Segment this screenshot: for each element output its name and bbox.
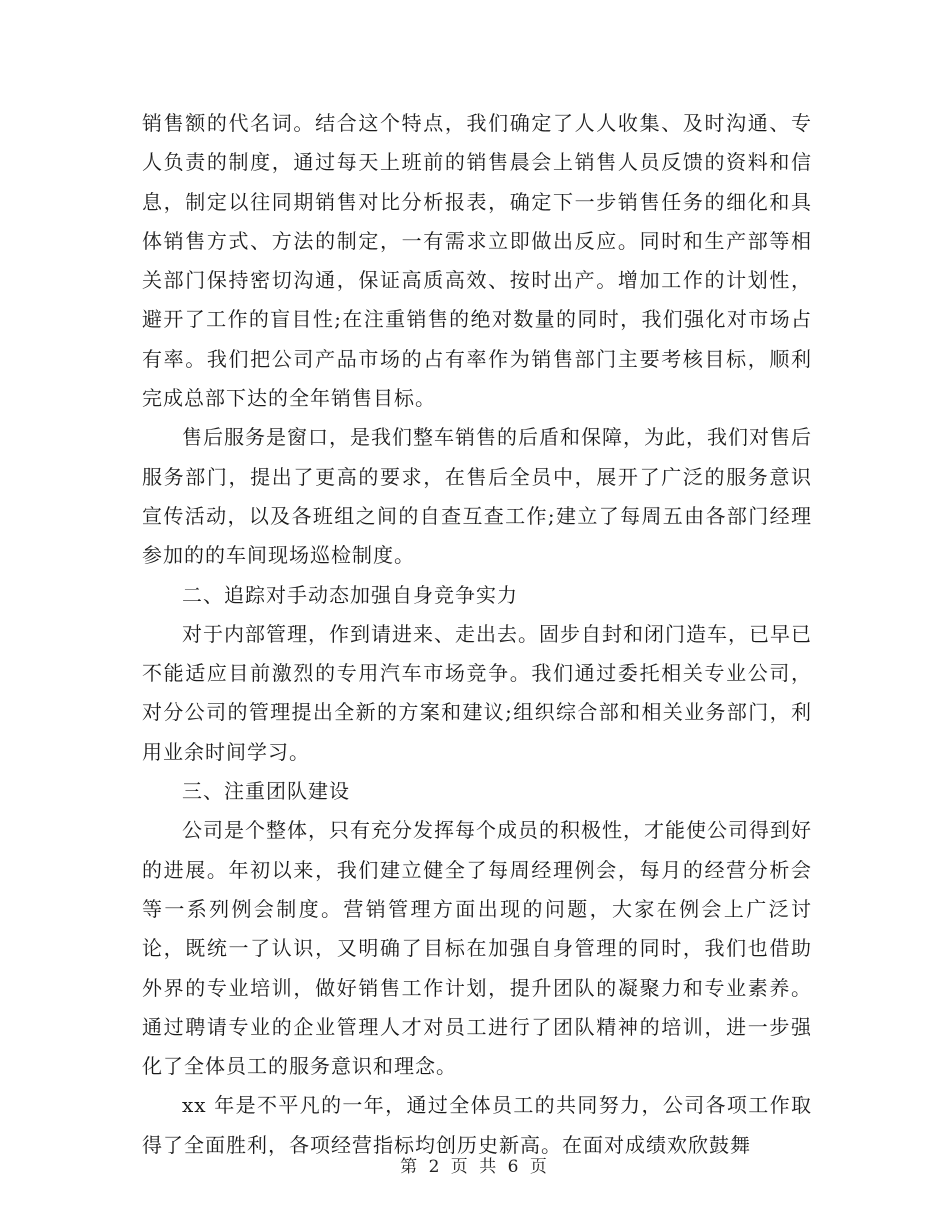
section-heading-competition: 二、追踪对手动态加强自身竞争实力 (182, 582, 518, 607)
document-body (142, 104, 812, 1165)
paragraph-internal-management: 对于内部管理，作到请进来、走出去。固步自封和闭门造车，已早已不能适应目前激烈的专用汽车市场竞争。我们通过委托相关专业公司，对分公司的管理提出全新的方案和建议;组织综合部和相关业务部门，利用业余时间学习。 (142, 621, 812, 764)
page-number-footer: 第 2 页 共 6 页 (400, 1157, 550, 1177)
paragraph-continuation: 销售额的代名词。结合这个特点，我们确定了人人收集、及时沟通、专人负责的制度，通过每天上班前的销售晨会上销售人员反馈的资料和信息，制定以往同期销售对比分析报表，确定下一步销售任务的细化和具体销售方式、方法的制定，一有需求立即做出反应。同时和生产部等相关部门保持密切沟通，保证高质高效、按时出产。增加工作的计划性，避开了工作的盲目性;在注重销售的绝对数量的同时，我们强化对市场占有率。我们把公司产品市场的占有率作为销售部门主要考核目标，顺利完成总部下达的全年销售目标。 (142, 111, 812, 411)
paragraph-year-summary: xx 年是不平凡的一年，通过全体员工的共同努力，公司各项工作取得了全面胜利，各项经营指标均创历史新高。在面对成绩欢欣鼓舞 (142, 1093, 812, 1157)
section-heading-team-building: 三、注重团队建设 (182, 779, 350, 804)
paragraph-after-sales-service: 售后服务是窗口，是我们整车销售的后盾和保障，为此，我们对售后服务部门，提出了更高的要求，在售后全员中，展开了广泛的服务意识宣传活动，以及各班组之间的自查互查工作;建立了每周五由各部门经理参加的的车间现场巡检制度。 (142, 425, 812, 568)
paragraph-team-building: 公司是个整体，只有充分发挥每个成员的积极性，才能使公司得到好的进展。年初以来，我们建立健全了每周经理例会，每月的经营分析会等一系列例会制度。营销管理方面出现的问题，大家在例会上广泛讨论，既统一了认识，又明确了目标在加强自身管理的同时，我们也借助外界的专业培训，做好销售工作计划，提升团队的凝聚力和专业素养。通过聘请专业的企业管理人才对员工进行了团队精神的培训，进一步强化了全体员工的服务意识和理念。 (142, 818, 812, 1079)
